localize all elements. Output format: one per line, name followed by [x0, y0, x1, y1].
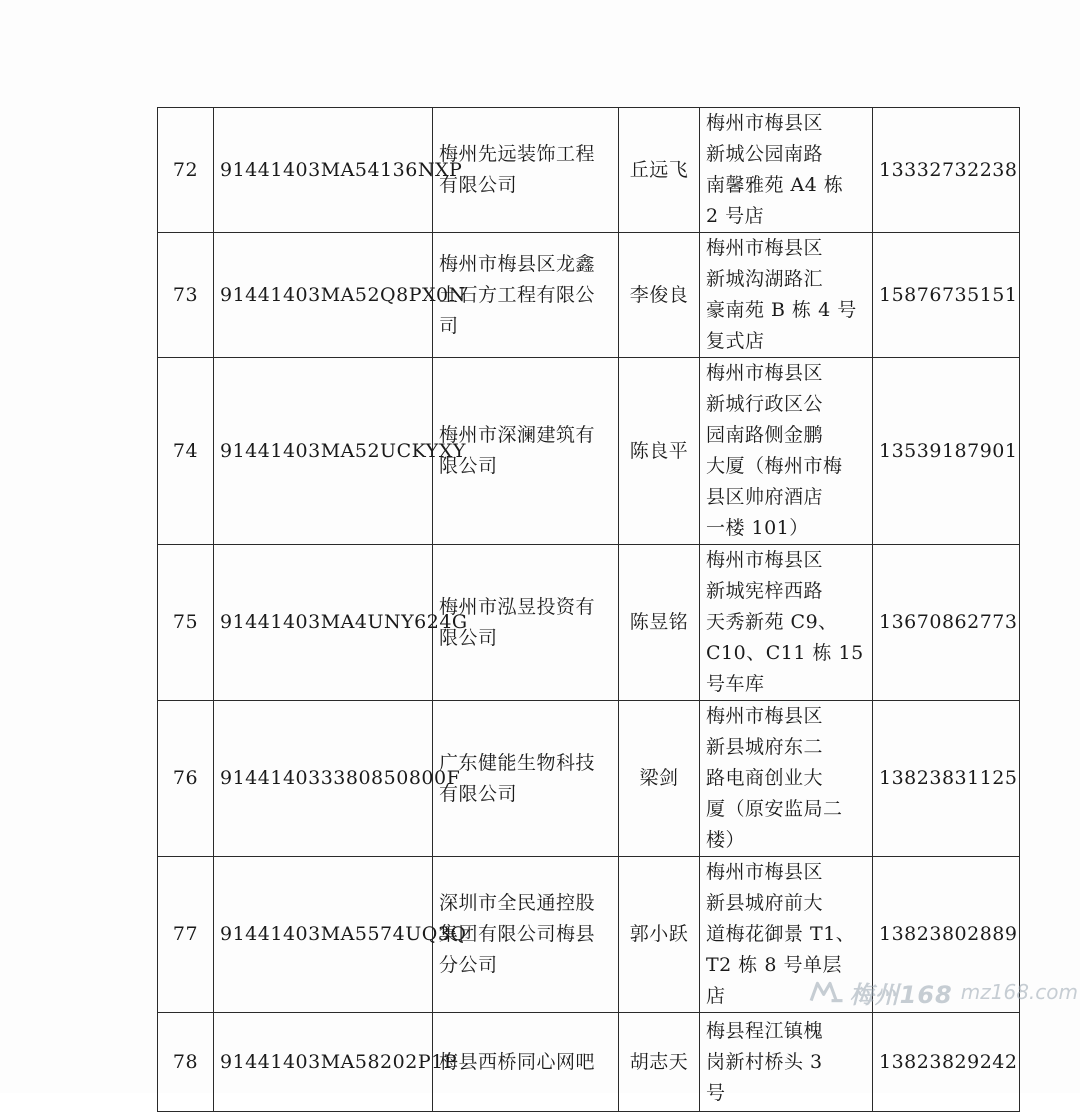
business-address: 梅州市梅县区 新县城府前大 道梅花御景 T1、 T2 栋 8 号单层 店	[700, 857, 873, 1013]
business-address: 梅州市梅县区 新城宪梓西路 天秀新苑 C9、 C10、C11 栋 15 号车库	[700, 545, 873, 701]
phone-number: 13332732238	[873, 108, 1020, 233]
phone-number: 13539187901	[873, 358, 1020, 545]
phone-number: 13823829242	[873, 1013, 1020, 1112]
row-number: 77	[158, 857, 214, 1013]
business-address: 梅州市梅县区 新城行政区公 园南路侧金鹏 大厦（梅州市梅 县区帅府酒店 一楼 101）	[700, 358, 873, 545]
legal-representative: 郭小跃	[619, 857, 700, 1013]
row-number: 75	[158, 545, 214, 701]
company-name: 梅州市深澜建筑有限公司	[433, 358, 619, 545]
business-address: 梅县程江镇槐 岗新村桥头 3 号	[700, 1013, 873, 1112]
phone-number: 15876735151	[873, 233, 1020, 358]
business-address: 梅州市梅县区 新县城府东二 路电商创业大 厦（原安监局二 楼）	[700, 701, 873, 857]
company-name: 梅州先远装饰工程有限公司	[433, 108, 619, 233]
watermark-text: 梅州168	[849, 980, 953, 1009]
business-address: 梅州市梅县区 新城公园南路 南馨雅苑 A4 栋 2 号店	[700, 108, 873, 233]
phone-number: 13823831125	[873, 701, 1020, 857]
row-number: 78	[158, 1013, 214, 1112]
table-row	[158, 701, 1020, 857]
watermark-domain: mz168.com	[960, 980, 1078, 1004]
legal-representative: 陈良平	[619, 358, 700, 545]
credit-code: 91441403MA52UCKYXY	[214, 358, 433, 545]
phone-number: 13823802889	[873, 857, 1020, 1013]
credit-code: 91441403MA58202P1P	[214, 1013, 433, 1112]
company-name: 梅州市梅县区龙鑫土石方工程有限公司	[433, 233, 619, 358]
table-row	[158, 857, 1020, 1013]
credit-code: 91441403MA5574UQ3Q	[214, 857, 433, 1013]
legal-representative: 胡志天	[619, 1013, 700, 1112]
legal-representative: 李俊良	[619, 233, 700, 358]
legal-representative: 梁剑	[619, 701, 700, 857]
credit-code: 91441403MA4UNY624G	[214, 545, 433, 701]
registry-table	[157, 107, 1020, 1112]
company-name: 梅县西桥同心网吧	[433, 1013, 619, 1112]
table-row	[158, 233, 1020, 358]
table-row	[158, 1013, 1020, 1112]
row-number: 73	[158, 233, 214, 358]
company-name: 广东健能生物科技有限公司	[433, 701, 619, 857]
credit-code: 91441403MA54136NXP	[214, 108, 433, 233]
phone-number: 13670862773	[873, 545, 1020, 701]
company-name: 梅州市泓昱投资有限公司	[433, 545, 619, 701]
legal-representative: 丘远飞	[619, 108, 700, 233]
row-number: 74	[158, 358, 214, 545]
credit-code: 91441403MA52Q8PX0N	[214, 233, 433, 358]
row-number: 72	[158, 108, 214, 233]
row-number: 76	[158, 701, 214, 857]
table-row	[158, 108, 1020, 233]
table-row	[158, 358, 1020, 545]
credit-code: 914414033380850800F	[214, 701, 433, 857]
company-name: 深圳市全民通控股集团有限公司梅县分公司	[433, 857, 619, 1013]
table-row	[158, 545, 1020, 701]
business-address: 梅州市梅县区 新城沟湖路汇 豪南苑 B 栋 4 号 复式店	[700, 233, 873, 358]
legal-representative: 陈昱铭	[619, 545, 700, 701]
